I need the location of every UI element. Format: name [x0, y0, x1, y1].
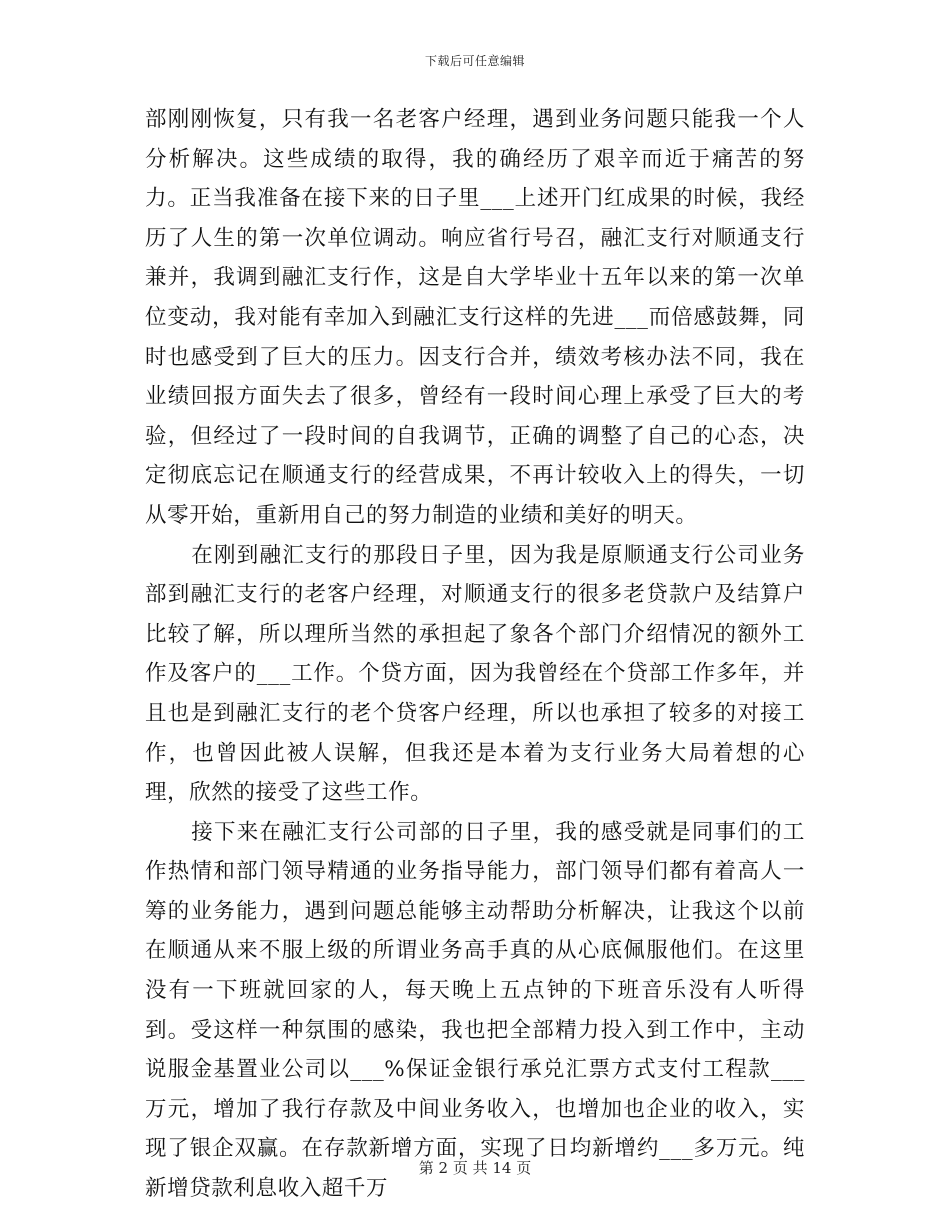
document-body — [145, 100, 805, 1209]
page-header: 下载后可任意编辑 — [424, 54, 525, 68]
paragraph-1: 部刚刚恢复，只有我一名老客户经理，遇到业务问题只能我一个人分析解决。这些成绩的取得，我的确经历了艰辛而近于痛苦的努力。正当我准备在接下来的日子里___上述开门红成果的时候，我经历了人生的第一次单位调动。响应省行号召，融汇支行对顺通支行兼并，我调到融汇支行作，这是自大学毕业十五年以来的第一次单位变动，我对能有幸加入到融汇支行这样的先进___而倍感鼓舞，同时也感受到了巨大的压力。因支行合并，绩效考核办法不同，我在业绩回报方面失去了很多，曾经有一段时间心理上承受了巨大的考验，但经过了一段时间的自我调节，正确的调整了自己的心态，决定彻底忘记在顺通支行的经营成果，不再计较收入上的得失，一切从零开始，重新用自己的努力制造的业绩和美好的明天。 — [145, 107, 805, 528]
paragraph-2: 在刚到融汇支行的那段日子里，因为我是原顺通支行公司业务部到融汇支行的老客户经理，对顺通支行的很多老贷款户及结算户比较了解，所以理所当然的承担起了象各个部门介绍情况的额外工作及客户的___工作。个贷方面，因为我曾经在个贷部工作多年，并且也是到融汇支行的老个贷客户经理，所以也承担了较多的对接工作，也曾因此被人误解，但我还是本着为支行业务大局着想的心理，欣然的接受了这些工作。 — [145, 542, 805, 806]
paragraph-3: 接下来在融汇支行公司部的日子里，我的感受就是同事们的工作热情和部门领导精通的业务指导能力，部门领导们都有着高人一筹的业务能力，遇到问题总能够主动帮助分析解决，让我这个以前在顺通从来不服上级的所谓业务高手真的从心底佩服他们。在这里没有一下班就回家的人，每天晚上五点钟的下班音乐没有人听得到。受这样一种氛围的感染，我也把全部精力投入到工作中，主动说服金基置业公司以___%保证金银行承兑汇票方式支付工程款___万元，增加了我行存款及中间业务收入，也增加也企业的收入，实现了银企双赢。在存款新增方面，实现了日均新增约___多万元。纯新增贷款利息收入超千万 — [145, 819, 805, 1202]
page-footer: 第 2 页 共 14 页 — [418, 1159, 532, 1177]
